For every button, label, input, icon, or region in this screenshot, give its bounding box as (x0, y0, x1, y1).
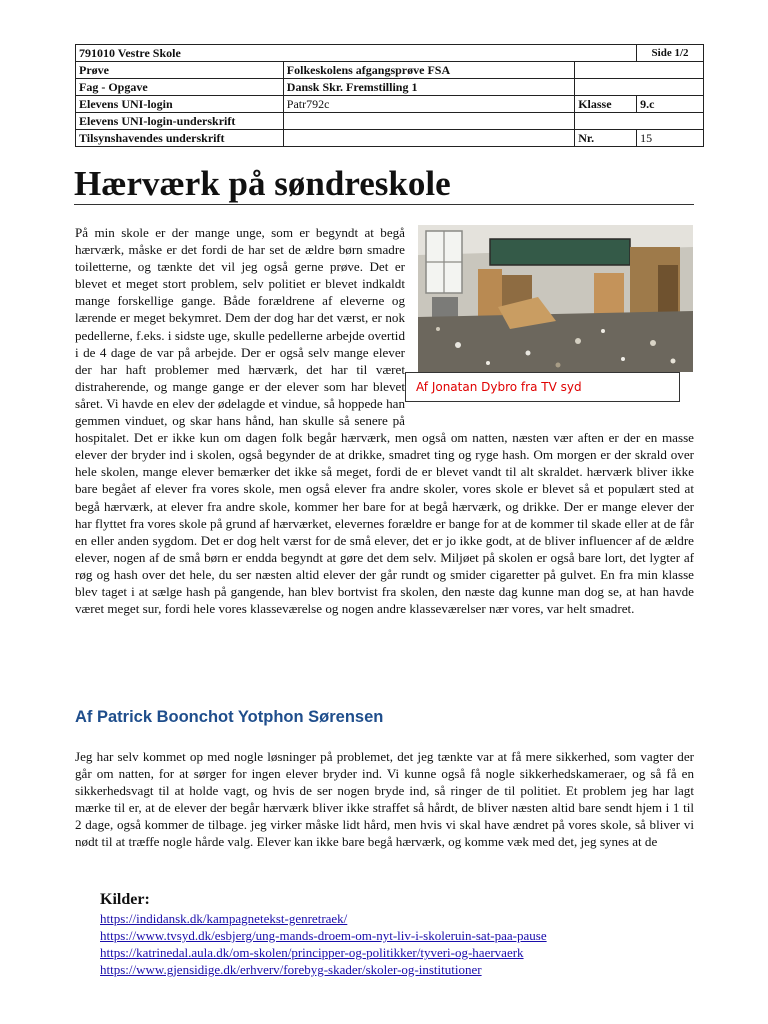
header-row (76, 96, 704, 113)
source-link[interactable]: https://www.tvsyd.dk/esbjerg/ung-mands-droem-om-nyt-liv-i-skoleruin-sat-paa-pause (100, 928, 547, 943)
row-label: Prøve (76, 62, 284, 79)
row-label: Elevens UNI-login-underskrift (76, 113, 284, 130)
row-value: Folkeskolens afgangsprøve FSA (283, 62, 574, 79)
signature-field (283, 113, 574, 130)
empty-cell (575, 79, 704, 96)
row-value: Dansk Skr. Fremstilling 1 (283, 79, 574, 96)
source-link[interactable]: https://www.gjensidige.dk/erhverv/forebyg-skader/skoler-og-institutioner (100, 962, 482, 977)
uni-login-value: Patr792c (283, 96, 574, 113)
sources-heading: Kilder: (100, 891, 150, 908)
header-row (76, 79, 704, 96)
exam-header-table (75, 44, 704, 147)
number-label: Nr. (575, 130, 637, 147)
empty-cell (575, 62, 704, 79)
source-link[interactable]: https://indidansk.dk/kampagnetekst-genretraek/ (100, 911, 348, 926)
header-row-school (76, 45, 704, 62)
vandalized-classroom-photo (418, 225, 693, 372)
row-label: Elevens UNI-login (76, 96, 284, 113)
header-row (76, 113, 704, 130)
header-row (76, 62, 704, 79)
source-link[interactable]: https://katrinedal.aula.dk/om-skolen/principper-og-politikker/tyveri-og-haervaerk (100, 945, 524, 960)
number-value: 15 (637, 130, 704, 147)
article-paragraph-2: Jeg har selv kommet op med nogle løsninger på problemet, det jeg tænkte var at få mere sikkerhed, som vagter der går om natten, for at sørger for ingen elever bryder ind. Vi kunne også få nogle sikkerhedskameraer, og så få en sikkerhedsvagt til at holde vagt, og hvis de ser nogen bryde ind, så ringer de til politiet. Et problem jeg har lagt mærke til er, at de elever der begår hærværk bliver ikke straffet så hårdt, de bliver næsten altid bare sendt hjem i 1 til 2 dage, også kommer de tilbage. jeg virker måske lidt hård, men hvis vi skal have ændret på vores skole, så bliver vi nødt til at træffe nogle hårde valg. Elever kan ikke bare begå hærværk, og komme væk med det, jeg synes at de (75, 749, 694, 850)
row-label: Fag - Opgave (76, 79, 284, 96)
class-label: Klasse (575, 96, 637, 113)
sources-section (100, 890, 690, 978)
article-title: Hærværk på søndreskole (74, 164, 694, 205)
supervisor-signature-field (283, 130, 574, 147)
school-name: 791010 Vestre Skole (76, 45, 637, 62)
class-value: 9.c (637, 96, 704, 113)
page-number: Side 1/2 (637, 45, 704, 62)
author-heading: Af Patrick Boonchot Yotphon Sørensen (75, 708, 384, 726)
image-caption: Af Jonatan Dybro fra TV syd (405, 372, 680, 402)
header-row (76, 130, 704, 147)
paragraph-1-text: På min skole er der mange unge, som er begyndt at begå hærværk, måske er det fordi de har set de ældre børn smadre toiletterne, og tænkte det vil jeg også gerne prøve. Det er blevet et meget stort problem, selv politiet er blevet indkaldt mange forskellige gange. Både forældrene af eleverne og lærende er meget bekymret. Dem der dog har det værst, er nok pedellerne, f.eks. i sidste uge, skulle pedellerne arbejde overtid i de 4 dage de var på arbejde. Der er også selv mange elever der har haft problemer med hærværk, det har til været distraherende, og mange gange er der elever som har blevet såret. Vi havde en elev der ødelagde et vindue, så hoppede han gemmen vinduet, og skar hans hånd, han skulle så senere på hospitalet. Det er ikke kun om dagen folk begår hærværk, men også om natten, næsten vær aften er der en masse elever der bryder ind i skolen, også begynder de at drikke, smadret ting og ryge hash. Om morgen er der skrald over hele skolen, mange elever bemærker det ikke så meget, fordi de er blevet vandt til alt skraldet. hærværk bliver ikke bare begået af elever fra vores skole, men også elever fra andre skoler, vores skole er blevet så et populært sted at begå hærværk, at elever fra andre skole, kommer her bare for at begå hærværk, og drikke. Der er mange elever der har flyttet fra vores skole på grund af hærværket, elevernes forældre er bange for at de kommer til skade eller at de får en eller anden sygdom. Det er dog helt værst for de små elever, det er jo ikke godt, at de bliver influencer af de ældre elever, nogen af de små børn er endda begyndt at gøre det dem selv. Miljøet på skolen er også bare lort, det lygter af røg og hash over det hele, du ser næsten altid elever der går rundt og smider cigaretter på gulvet. En fra min klasse blev taget i at sælge hash på gangende, han blev bortvist fra skolen, den næste dag kunne man dog se, at han havde været meget sur, fordi hele vores klasseværelse og nogen andre klasseværelser nær vores, var helt smadret. (75, 225, 694, 617)
empty-cell (575, 113, 704, 130)
row-label: Tilsynshavendes underskrift (76, 130, 284, 147)
